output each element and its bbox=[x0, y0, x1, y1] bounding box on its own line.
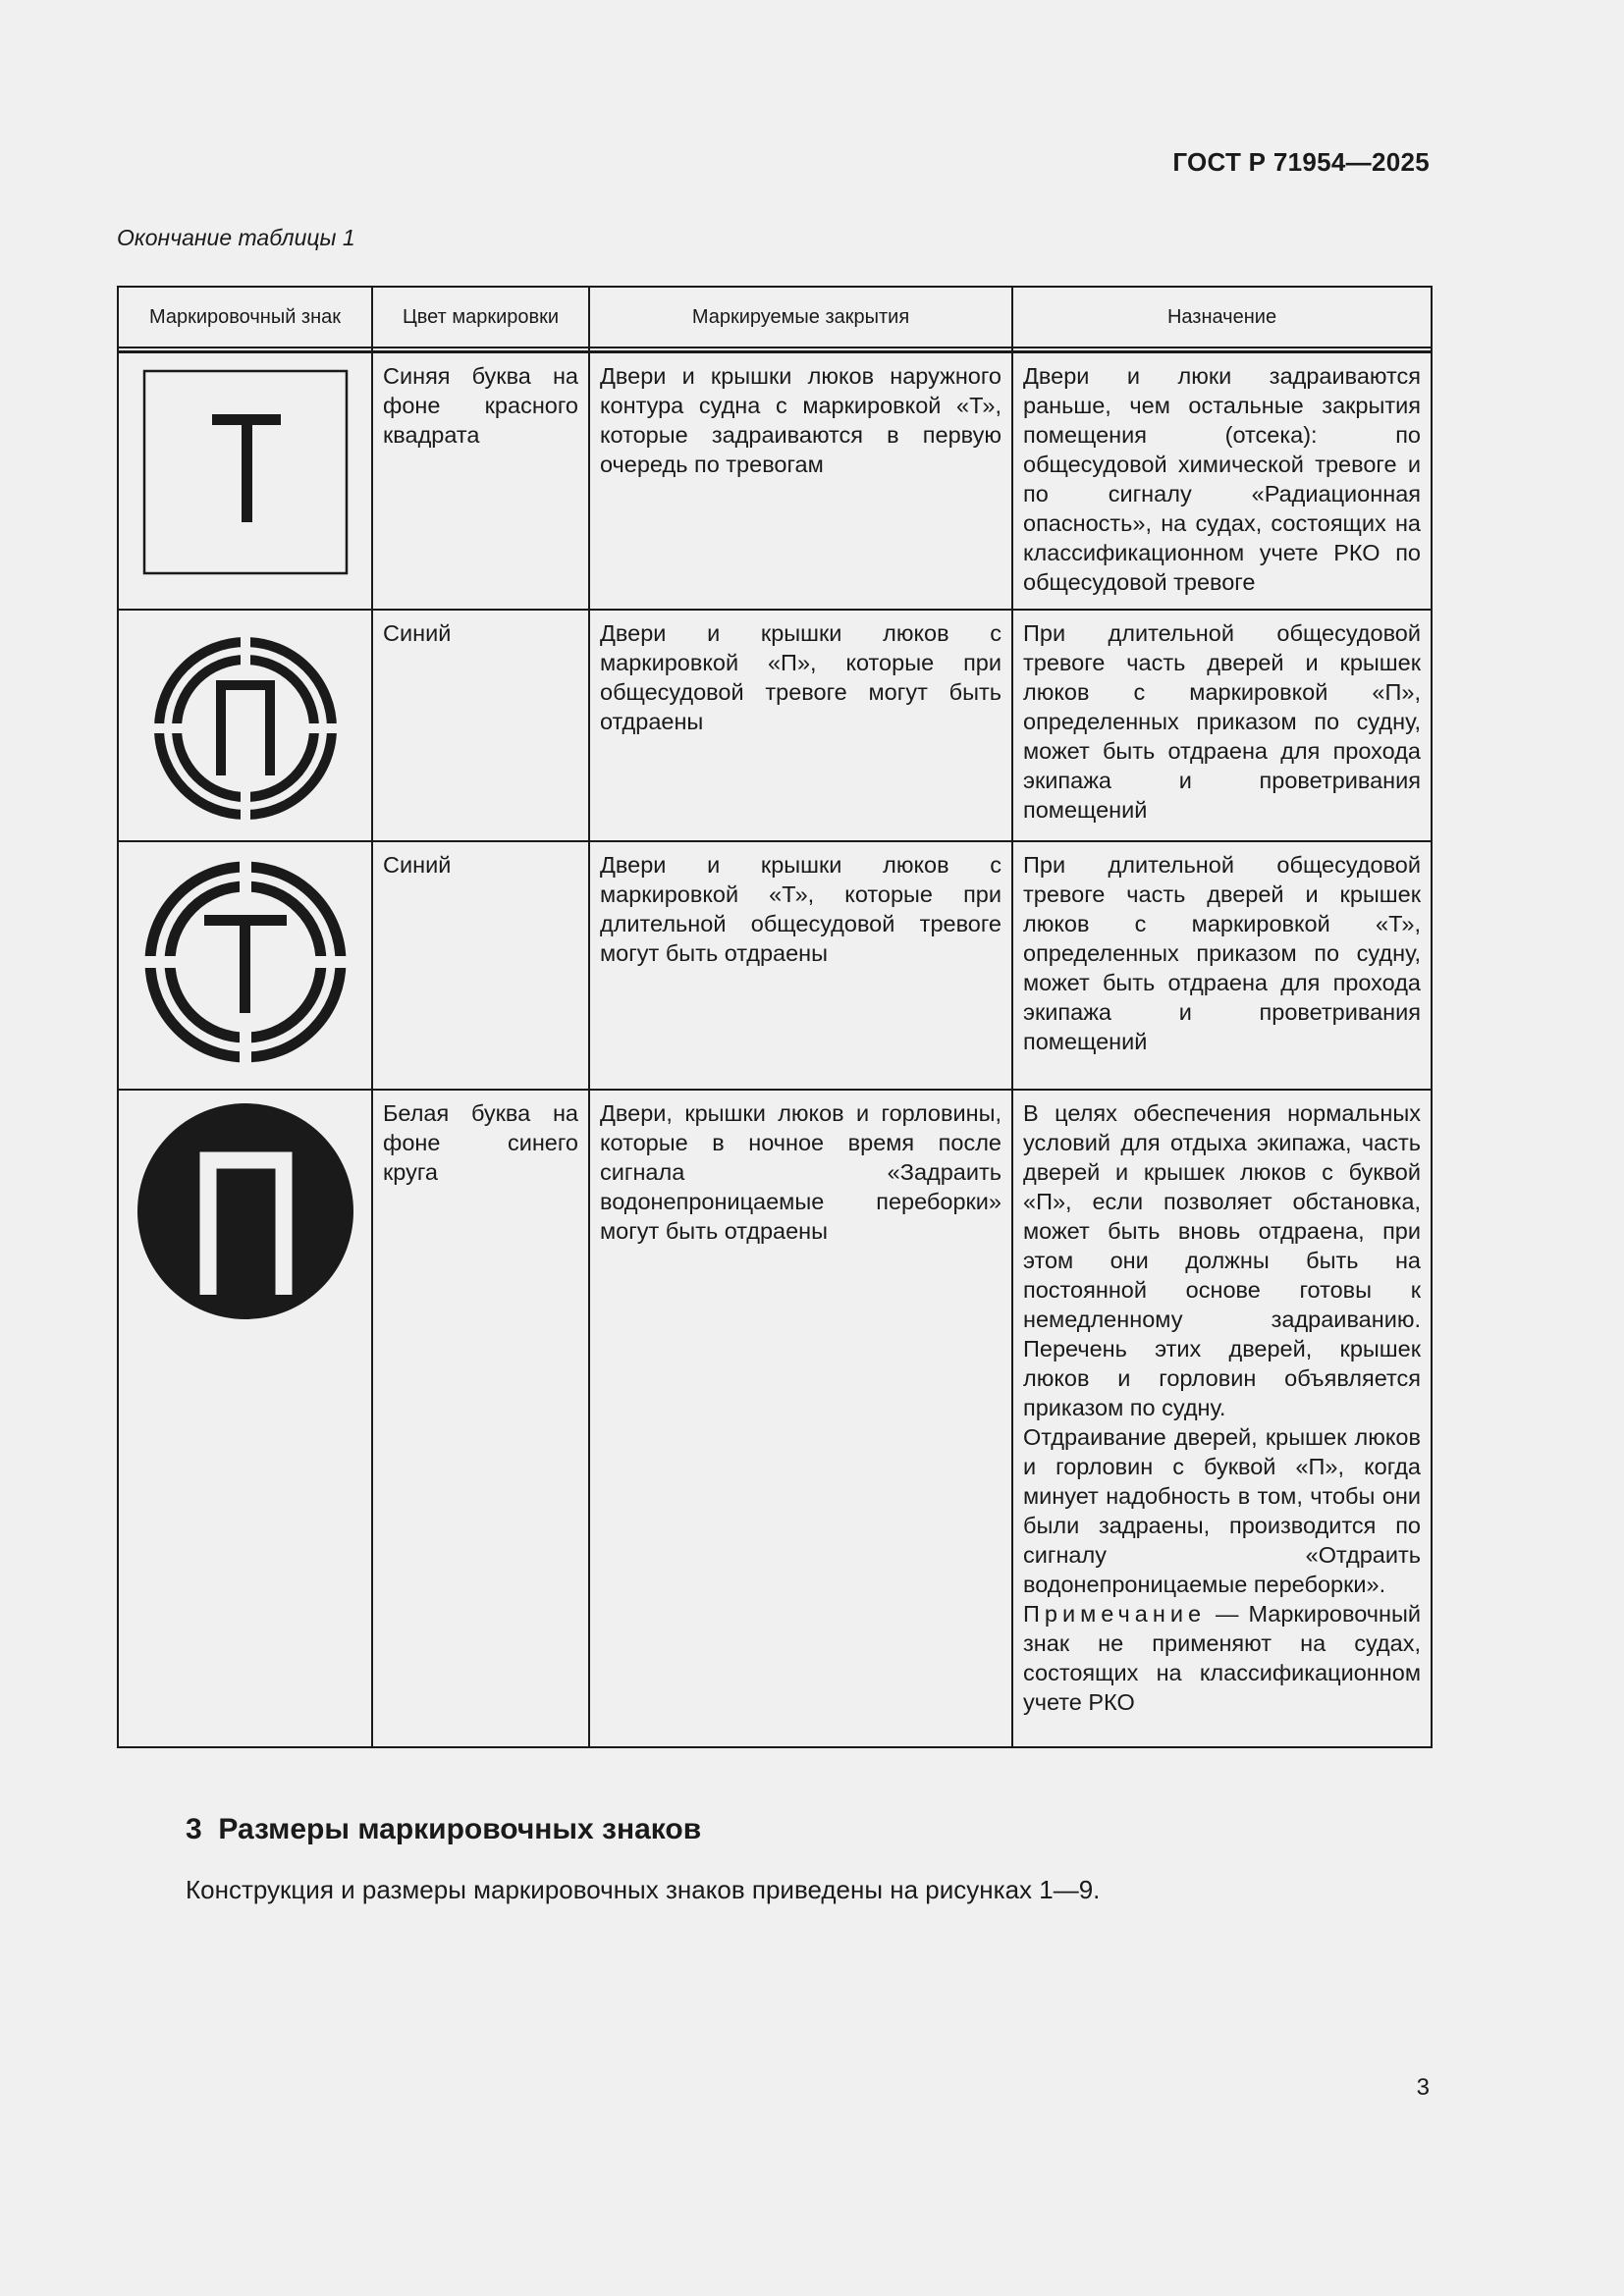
note bbox=[1023, 1599, 1421, 1717]
section-heading: 3 Размеры маркировочных знаков bbox=[186, 1813, 702, 1845]
sign-cell bbox=[118, 841, 372, 1090]
color-cell: Синяя буква на фоне красного квадрата bbox=[372, 352, 589, 610]
color-cell: Белая буква на фоне синего круга bbox=[372, 1090, 589, 1747]
column-header-sign: Маркировочный знак bbox=[118, 287, 372, 347]
section-text: Конструкция и размеры маркировочных знаков приведены на рисунках 1—9. bbox=[186, 1875, 1101, 1904]
purpose-cell: Двери и люки задраиваются раньше, чем остальные закрытия помещения (отсека): по общесудовой химической тревоге и по сигналу «Радиационная опасность», на судах, состоящих на классификационном учете РКО по общесудовой тревоге bbox=[1012, 352, 1432, 610]
color-cell: Синий bbox=[372, 841, 589, 1090]
purpose-paragraph: Отдраивание дверей, крышек люков и горловин с буквой «П», когда минует надобность в том, чтобы они были задраены, производится по сигналу «Отдраить водонепроницаемые переборки». bbox=[1023, 1423, 1421, 1597]
closures-cell: Двери и крышки люков с маркировкой «Т», которые при длительной общесудовой тревоге могут быть отдраены bbox=[589, 841, 1012, 1090]
letter-t-square-sign-icon bbox=[142, 369, 349, 575]
purpose-cell: При длительной общесудовой тревоге часть дверей и крышек люков с маркировкой «Т», определенных приказом по судну, может быть отдраена для прохода экипажа и проветривания помещений bbox=[1012, 841, 1432, 1090]
note-label: Примечание bbox=[1023, 1600, 1207, 1627]
sign-cell bbox=[118, 610, 372, 841]
purpose-paragraph: В целях обеспечения нормальных условий для отдыха экипажа, часть дверей и крышек люков с буквой «П», если позволяет обстановка, может быть вновь отдраена, при этом они должны быть на постоянной основе готовы к немедленному задраиванию. Перечень этих дверей, крышек люков и горловин объявляется приказом по судну. bbox=[1023, 1099, 1421, 1420]
sign-cell bbox=[118, 1090, 372, 1747]
letter-p-double-ring-sign-icon bbox=[149, 632, 342, 825]
standard-code: ГОСТ Р 71954—2025 bbox=[1172, 147, 1430, 177]
table-caption: Окончание таблицы 1 bbox=[117, 225, 355, 250]
closures-cell: Двери, крышки люков и горловины, которые в ночное время после сигнала «Задраить водонепроницаемые переборки» могут быть отдраены bbox=[589, 1090, 1012, 1747]
note-text: — Маркировочный знак не применяют на судах, состоящих на классификационном учете РКО bbox=[1023, 1600, 1421, 1715]
purpose-cell bbox=[1012, 1090, 1432, 1747]
letter-p-filled-circle-sign-icon bbox=[136, 1102, 354, 1320]
table-header-row bbox=[118, 287, 1432, 347]
marking-table bbox=[117, 286, 1433, 1748]
table-row bbox=[118, 841, 1432, 1090]
column-header-closures: Маркируемые закрытия bbox=[589, 287, 1012, 347]
column-header-color: Цвет маркировки bbox=[372, 287, 589, 347]
table-row bbox=[118, 610, 1432, 841]
color-cell: Синий bbox=[372, 610, 589, 841]
letter-t-double-ring-sign-icon bbox=[139, 856, 352, 1068]
sign-cell bbox=[118, 352, 372, 610]
page-number: 3 bbox=[1416, 2074, 1430, 2101]
column-header-purpose: Назначение bbox=[1012, 287, 1432, 347]
table-row bbox=[118, 352, 1432, 610]
closures-cell: Двери и крышки люков наружного контура судна с маркировкой «Т», которые задраиваются в первую очередь по тревогам bbox=[589, 352, 1012, 610]
purpose-cell: При длительной общесудовой тревоге часть дверей и крышек люков с маркировкой «П», определенных приказом по судну, может быть отдраена для прохода экипажа и проветривания помещений bbox=[1012, 610, 1432, 841]
table-row bbox=[118, 1090, 1432, 1747]
closures-cell: Двери и крышки люков с маркировкой «П», которые при общесудовой тревоге могут быть отдраены bbox=[589, 610, 1012, 841]
